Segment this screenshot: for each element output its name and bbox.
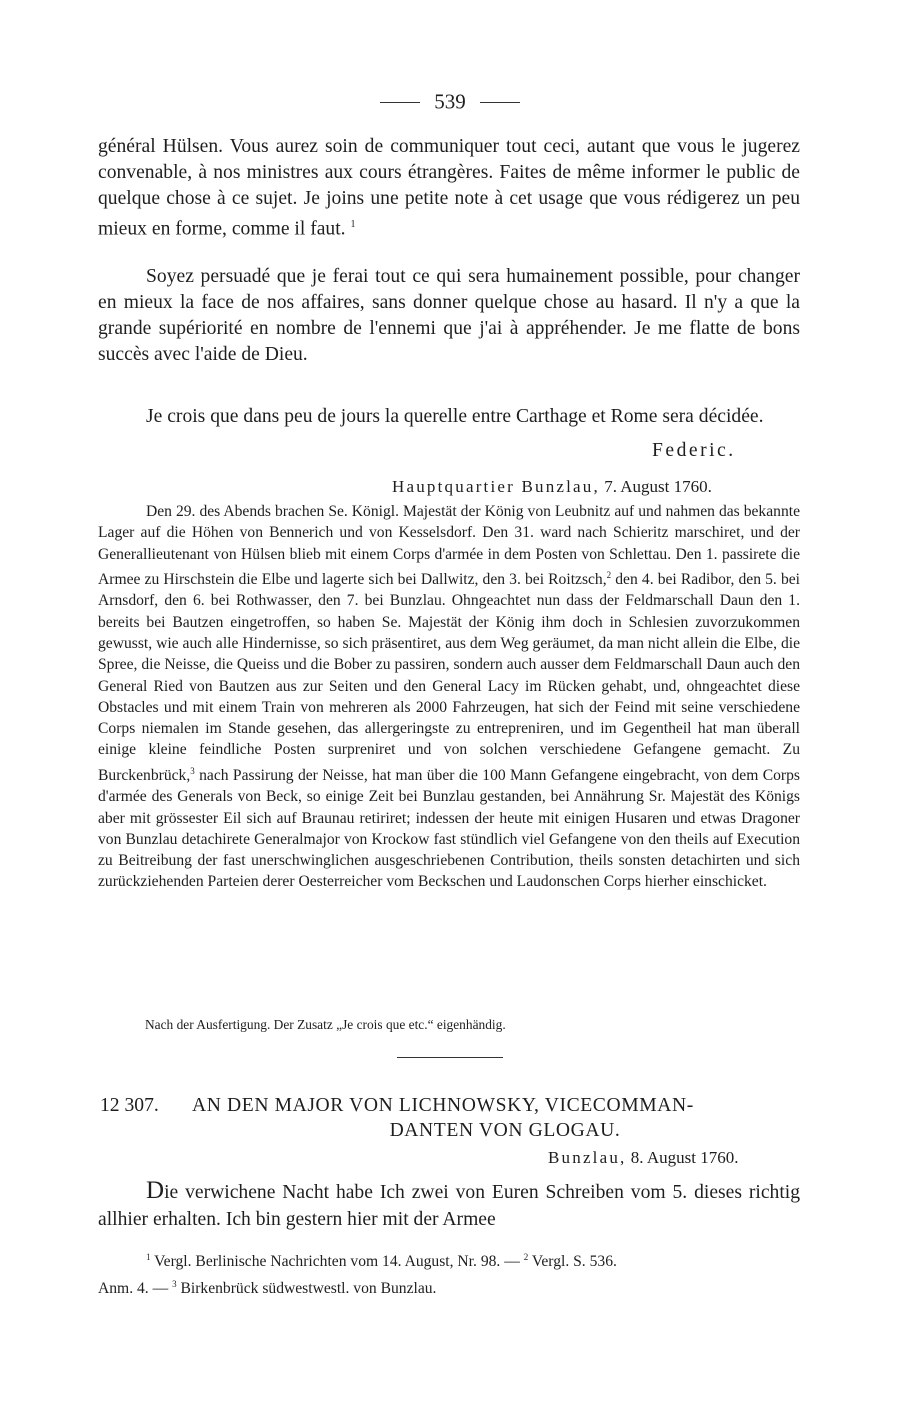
source-note: Nach der Ausfertigung. Der Zusatz „Je crois que etc.“ eigenhändig.: [145, 1017, 506, 1032]
page-header: [0, 88, 900, 118]
letter-2-place: Bunzlau,: [548, 1148, 627, 1167]
bulletin-dateline: [392, 477, 712, 497]
bulletin-place: Hauptquartier Bunzlau,: [392, 477, 600, 496]
footnotes: $^1$ Vergl. Berlinische Nachrichten vom 14. August, Nr. 98. — $^2$ Vergl. S. 536. Anm. 4. — $^3$ Birkenbrück südwestwestl. von Bunzlau.: [98, 1252, 617, 1298]
letter-paragraph-2: Soyez persuadé que je ferai tout ce qui sera humainement possible, pour changer en mieux la face de nos affaires, sans donner quelque chose au hasard. Il n'y a que la grande supériorité en nombre de l'ennemi que j'ai à appréhender. Je me flatte de bons succès avec l'aide de Dieu.: [98, 266, 800, 365]
bulletin-text: Den 29. des Abends brachen Se. Königl. Majestät der König von Leubnitz auf und nahmen das bekannte Lager auf die Höhen von Bennerich und von Kesselsdorf. Den 31. ward nach Schieritz marschiret, und der Generallieutenant von Hülsen blieb mit einem Corps d'armée in dem Posten von Schlettau. Den 1. passirete die Armee zu Hirschstein die Elbe und lagerte sich bei Dallwitz, den 3. bei Roitzsch,$^2$ den 4. bei Radibor, den 5. bei Arnsdorf, den 6. bei Rothwasser, den 7. bei Bunzlau. Ohngeachtet nun dass der Feldmarschall Daun den 1. bereits bei Bautzen eingetroffen, so haben Se. Majestät der König ihm doch in Schlesien zuvorzukommen gewusst, wie auch alle Hindernisse, so sich präsentiret, aus dem Weg geräumet, da man nicht allein die Elbe, die Spree, die Neisse, die Queiss und die Bober zu passiren, sondern auch ausser dem Feldmarschall Daun auch den General Ried von Bautzen aus zur Seiten und den General Lacy im Rücken gehabt, und, ohngeachtet diese Obstacles und mit einem Train von mehreren als 2000 Fahrzeugen, hat sich der Feind mit seine verschiedene Corps niemalen im Stande gesehen, das allergeringste zu entrepreniren, und im Gegentheil hat man überall einige kleine feindliche Posten surpreniret und von solchen verschiedene Gefangene gemacht. Zu Burckenbrück,$^3$ nach Passirung der Neisse, hat man über die 100 Mann Gefangene eingebracht, von dem Corps d'armée des Generals von Beck, so einige Zeit bei Bunzlau gestanden, bei Annährung Sr. Majestät des Königs aber mit grössester Eil sich auf Braunau retiriret; indessen der heute mit einigen Husaren und etwas Dragoner von Bunzlau detachirete Generalmajor von Krockow fast stündlich viel Gefangene von den theils auf Execution zu Beitreibung der fast unerschwinglichen ausgeschriebenen Contribution, theils sonsten detachirten und sich zurückziehenden Parteien derer Oesterreicher vom Beckschen und Laudonschen Corps hierher einschicket.: [98, 503, 801, 891]
header-rule-left: [380, 102, 420, 103]
letter-number: 12 307.: [100, 1095, 159, 1116]
footnote-2: Vergl. S. 536.: [531, 1253, 617, 1271]
letter-2-date: 8. August 1760.: [630, 1148, 739, 1167]
drop-capital: D: [146, 1177, 165, 1204]
footnote-mark-1: 1: [350, 219, 356, 230]
footnote-mark-3: 3: [190, 765, 195, 776]
footnote-2-cont: Anm. 4. —: [98, 1280, 169, 1298]
letter-title-line-2: DANTEN VON GLOGAU.: [389, 1120, 621, 1141]
header-rule-right: [480, 102, 520, 103]
signature: Federic.: [652, 440, 736, 461]
letter-2-heading: [100, 1093, 800, 1143]
page-number: 539: [434, 89, 466, 114]
footnote-1: Vergl. Berlinische Nachrichten vom 14. August, Nr. 98. —: [154, 1253, 520, 1271]
section-divider: [397, 1057, 503, 1058]
bulletin-date: 7. August 1760.: [604, 477, 712, 496]
letter-title-line-1: AN DEN MAJOR VON LICHNOWSKY, VICECOMMAN-: [192, 1095, 694, 1116]
letter-paragraph-3: Je crois que dans peu de jours la querelle entre Carthage et Rome sera décidée.: [146, 406, 764, 427]
letter-2-paragraph: Die verwichene Nacht habe Ich zwei von Euren Schreiben vom 5. dieses richtig allhier erhalten. Ich bin gestern hier mit der Armee: [98, 1177, 800, 1230]
letter-paragraph-1: [98, 134, 800, 243]
footnote-3: Birkenbrück südwestwestl. von Bunzlau.: [180, 1280, 437, 1298]
footnote-mark-2: 2: [606, 569, 612, 580]
letter-2-dateline: [548, 1148, 738, 1168]
letter-paragraph-1-text: général Hülsen. Vous aurez soin de communiquer tout ceci, autant que vous le jugerez convenable, à nos ministres aux cours étrangères. Faites de même informer le public de quelque chose à ce sujet. Je joins une petite note à cet usage que vous rédigerez un peu mieux en forme, comme il faut.: [98, 136, 800, 240]
